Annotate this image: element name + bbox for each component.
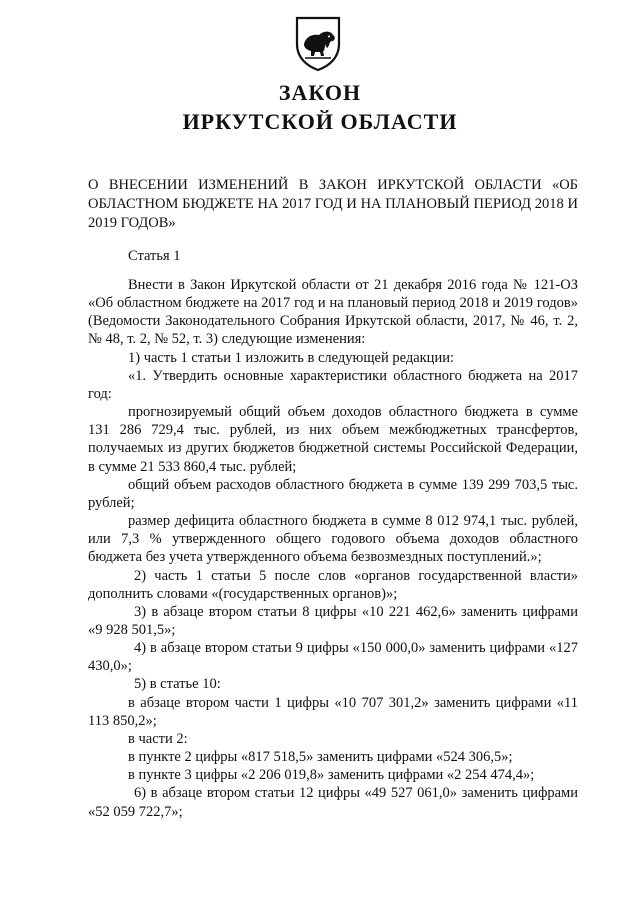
paragraph: 3) в абзаце втором статьи 8 цифры «10 221 462,6» заменить цифрами «9 928 501,5»; xyxy=(88,603,578,638)
paragraph: в части 2: xyxy=(128,730,188,747)
paragraph: 4) в абзаце втором статьи 9 цифры «150 000,0» заменить цифрами «127 430,0»; xyxy=(88,640,578,675)
law-region-title: ИРКУТСКОЙ ОБЛАСТИ xyxy=(182,109,458,134)
paragraph: в пункте 2 цифры «817 518,5» заменить цифрами «524 306,5»; xyxy=(128,749,513,766)
paragraph: прогнозируемый общий объем доходов областного бюджета в сумме 131 286 729,4 тыс. рублей, из них объем межбюджетных трансфертов, получаемых из других бюджетов бюджетной системы Российской Федерации, в сумме 21 533 860,4 тыс. рублей; xyxy=(88,404,578,475)
paragraph: 5) в статье 10: xyxy=(134,676,221,693)
paragraph: Внести в Закон Иркутской области от 21 декабря 2016 года № 121-ОЗ «Об областном бюджете на 2017 год и на плановый период 2018 и 2019 годов» (Ведомости Законодательного Собрания Иркутской области, 2017, № 46, т. 2, № 48, т. 2, № 52, т. 3) следующие изменения: xyxy=(88,277,578,348)
paragraph: размер дефицита областного бюджета в сумме 8 012 974,1 тыс. рублей, или 7,3 % утвержденного общего годового объема доходов областного бюджета без учета утвержденного объема безвозмездных поступлений.»; xyxy=(88,513,578,566)
article-heading: Статья 1 xyxy=(128,248,181,264)
paragraph: «1. Утвердить основные характеристики областного бюджета на 2017 год: xyxy=(88,367,578,402)
paragraph: общий объем расходов областного бюджета в сумме 139 299 703,5 тыс. рублей; xyxy=(88,476,578,511)
paragraph: 2) часть 1 статьи 5 после слов «органов государственной власти» дополнить словами «(государственных органов)»; xyxy=(88,567,578,602)
law-subtitle: О ВНЕСЕНИИ ИЗМЕНЕНИЙ В ЗАКОН ИРКУТСКОЙ ОБЛАСТИ «ОБ ОБЛАСТНОМ БЮДЖЕТЕ НА 2017 ГОД И НА ПЛАНОВЫЙ ПЕРИОД 2018 И 2019 ГОДОВ» xyxy=(88,177,578,231)
law-title: ЗАКОН xyxy=(278,80,362,105)
coat-of-arms-icon xyxy=(293,14,343,72)
paragraph: в пункте 3 цифры «2 206 019,8» заменить цифрами «2 254 474,4»; xyxy=(128,767,535,784)
law-body xyxy=(88,276,578,821)
paragraph: 1) часть 1 статьи 1 изложить в следующей редакции: xyxy=(128,349,454,366)
paragraph: в абзаце втором части 1 цифры «10 707 301,2» заменить цифрами «11 113 850,2»; xyxy=(88,694,578,729)
paragraph: 6) в абзаце втором статьи 12 цифры «49 527 061,0» заменить цифрами «52 059 722,7»; xyxy=(88,785,578,820)
